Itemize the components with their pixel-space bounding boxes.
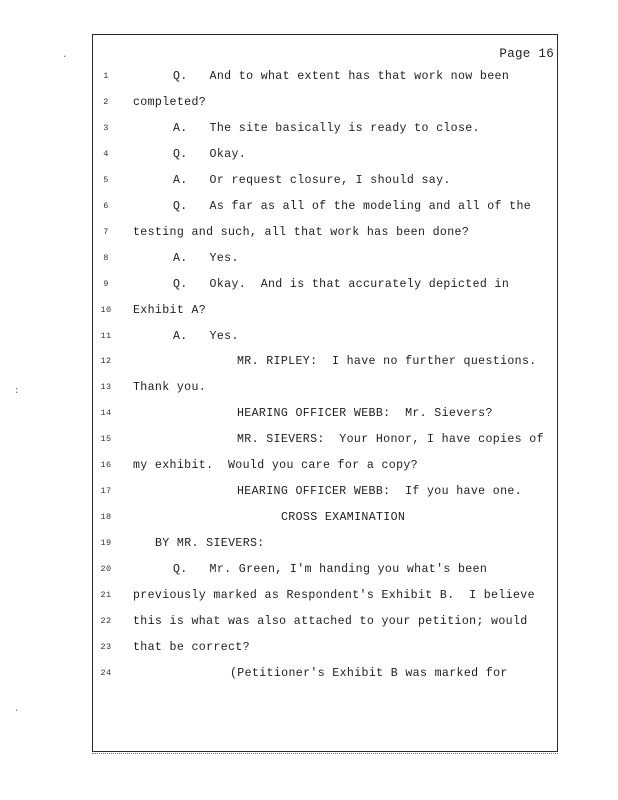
line-text: MR. SIEVERS: Your Honor, I have copies of [237, 433, 544, 447]
transcript-line [0, 433, 618, 453]
line-number: 15 [100, 434, 112, 445]
line-text: Q. Okay. And is that accurately depicted in [173, 277, 510, 291]
line-number: 4 [103, 148, 109, 159]
line-text: A. Or request closure, I should say. [173, 173, 451, 187]
scan-speck: : [14, 386, 20, 396]
line-number: 24 [100, 667, 112, 678]
line-number: 1 [103, 71, 109, 81]
transcript-line [0, 304, 618, 324]
line-text: BY MR. SIEVERS: [155, 537, 265, 551]
line-text: that be correct? [133, 640, 250, 654]
transcript-line [0, 485, 618, 505]
transcript-line [0, 330, 618, 350]
transcript-line [0, 407, 618, 427]
scan-speck: · [62, 52, 68, 62]
transcript-line [0, 226, 618, 246]
line-number: 10 [100, 304, 112, 315]
scan-speck: · [14, 706, 20, 716]
line-number: 13 [100, 382, 112, 393]
line-text: my exhibit. Would you care for a copy? [133, 459, 418, 473]
transcript-line [0, 537, 618, 557]
line-text: this is what was also attached to your petition; would [133, 614, 528, 628]
transcript-line [0, 148, 618, 168]
line-number: 23 [100, 641, 112, 652]
line-text: CROSS EXAMINATION [281, 511, 406, 525]
transcript-line [0, 641, 618, 661]
line-number: 14 [100, 408, 112, 419]
line-text: HEARING OFFICER WEBB: Mr. Sievers? [237, 407, 493, 421]
line-text: (Petitioner's Exhibit B was marked for [230, 666, 508, 680]
line-text: MR. RIPLEY: I have no further questions. [237, 355, 537, 369]
transcript-line [0, 589, 618, 609]
line-text: testing and such, all that work has been done? [133, 225, 470, 239]
line-text: Thank you. [133, 381, 207, 395]
line-number: 20 [100, 564, 112, 575]
line-number: 21 [100, 590, 112, 600]
line-number: 2 [103, 96, 109, 107]
transcript-line [0, 96, 618, 116]
line-text: A. Yes. [173, 329, 239, 343]
transcript-line [0, 278, 618, 298]
transcript-line [0, 667, 618, 687]
line-text: A. The site basically is ready to close. [173, 121, 480, 135]
line-number: 16 [100, 460, 112, 471]
transcript-line [0, 200, 618, 220]
line-number: 7 [103, 226, 109, 237]
line-text: Q. As far as all of the modeling and all of the [173, 199, 532, 213]
line-number: 9 [103, 278, 109, 289]
transcript-line [0, 252, 618, 272]
transcript-line [0, 70, 618, 90]
line-text: Q. Okay. [173, 147, 247, 161]
transcript-line [0, 381, 618, 401]
line-number: 12 [100, 356, 112, 367]
line-text: Q. And to what extent has that work now been [173, 70, 510, 83]
line-number: 22 [100, 615, 112, 626]
line-number: 19 [100, 538, 112, 549]
line-text: A. Yes. [173, 251, 239, 265]
transcript-line [0, 511, 618, 531]
line-number: 11 [100, 330, 112, 341]
line-number: 3 [103, 122, 109, 133]
line-number: 6 [103, 200, 109, 211]
line-text: HEARING OFFICER WEBB: If you have one. [237, 485, 522, 499]
line-number: 17 [100, 486, 112, 497]
line-number: 18 [100, 512, 112, 523]
transcript-line [0, 563, 618, 583]
page-number: Page 16 [499, 47, 554, 61]
line-text: Q. Mr. Green, I'm handing you what's been [173, 563, 488, 577]
transcript-line [0, 122, 618, 142]
transcript-line [0, 174, 618, 194]
frame-underline [92, 753, 558, 756]
line-text: previously marked as Respondent's Exhibit B. I believe [133, 589, 535, 602]
transcript-line [0, 615, 618, 635]
line-number: 5 [103, 174, 109, 185]
line-text: Exhibit A? [133, 303, 207, 317]
transcript-line [0, 459, 618, 479]
line-text: completed? [133, 95, 207, 109]
line-number: 8 [103, 252, 109, 263]
transcript-line [0, 355, 618, 375]
